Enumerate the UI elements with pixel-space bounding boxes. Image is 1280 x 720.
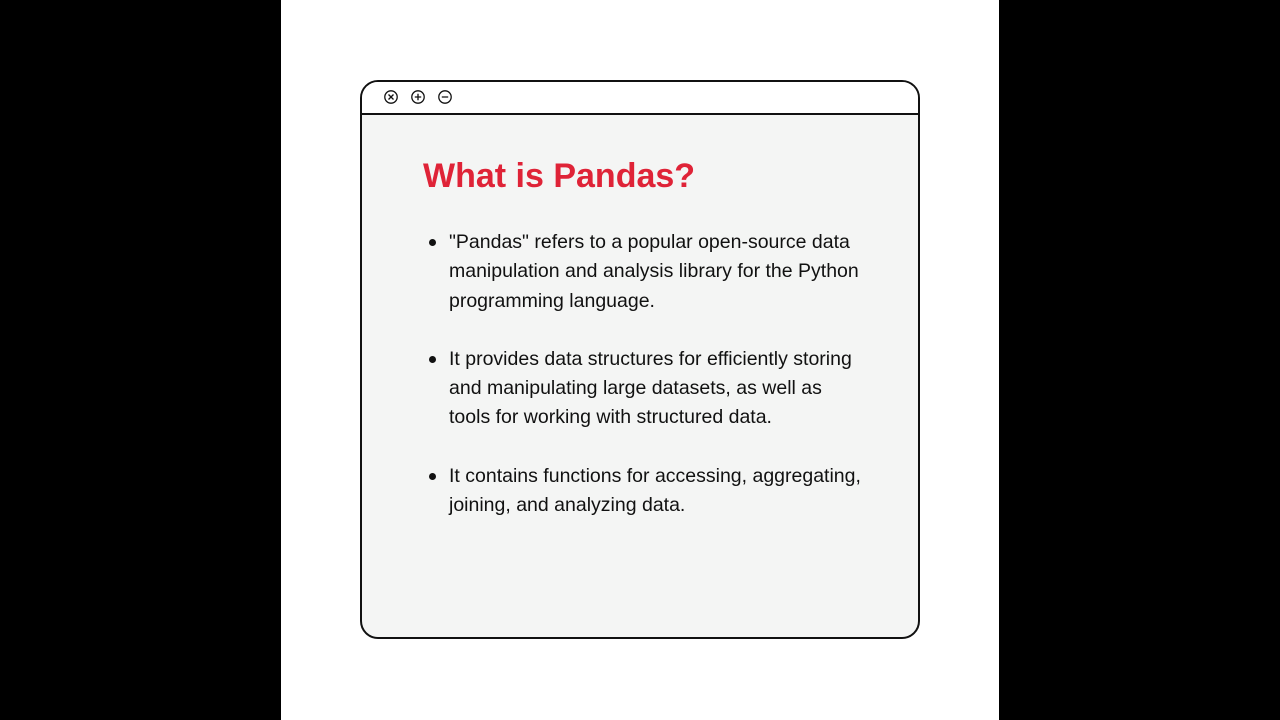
- bullet-text: It contains functions for accessing, aggregating, joining, and analyzing data.: [449, 464, 861, 517]
- bullet-dot: [429, 356, 436, 363]
- bullet-dot: [429, 473, 436, 480]
- bullet-list: [424, 228, 864, 549]
- bullet-text: It provides data structures for efficiently storing and manipulating large datasets, as well as tools for working with structured data.: [449, 347, 852, 429]
- close-icon[interactable]: [384, 90, 398, 104]
- bullet-item: [424, 462, 864, 521]
- slide-canvas: [281, 0, 999, 720]
- window-title-bar: [362, 82, 918, 115]
- bullet-item: [424, 345, 864, 433]
- minus-icon[interactable]: [438, 90, 452, 104]
- bullet-text: "Pandas" refers to a popular open-source data manipulation and analysis library for the Python programming language.: [449, 231, 859, 312]
- bullet-item: [424, 228, 864, 316]
- bullet-dot: [429, 239, 436, 246]
- slide-title: What is Pandas?: [423, 157, 696, 195]
- plus-icon[interactable]: [411, 90, 425, 104]
- browser-window-frame: [360, 80, 920, 639]
